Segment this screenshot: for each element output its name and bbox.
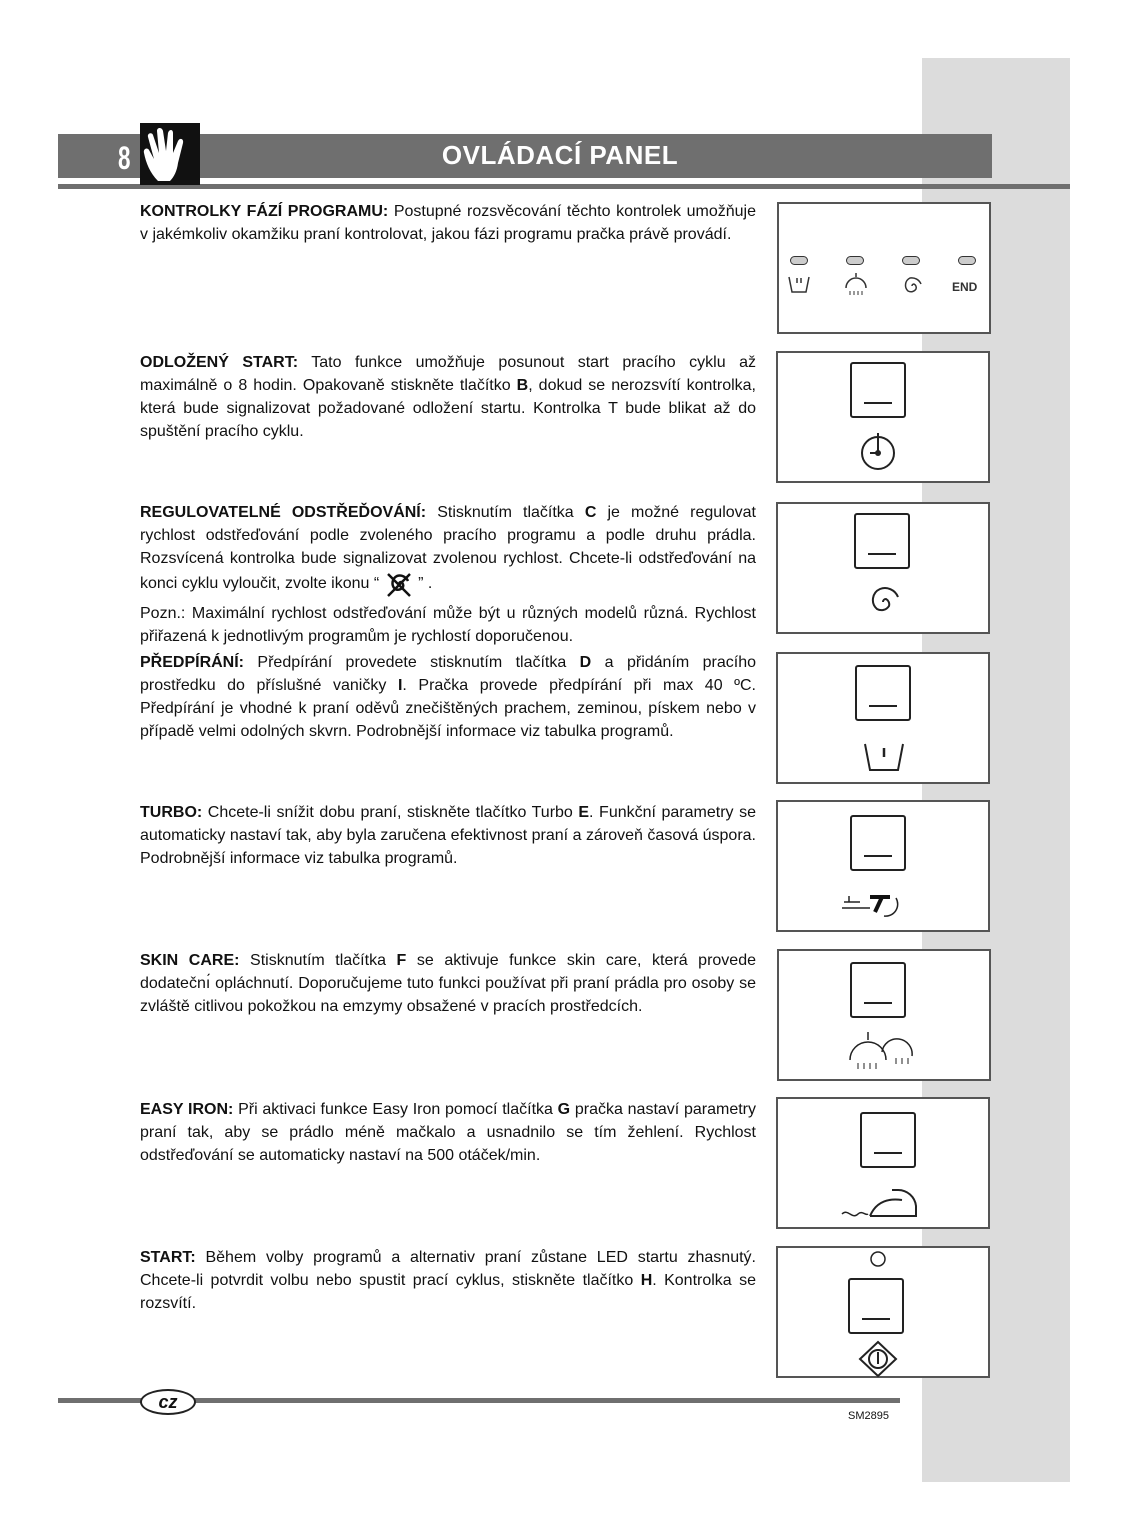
- led-wash: [790, 256, 808, 265]
- rinse-icon: [842, 272, 870, 296]
- body-text: Tato funkce umožňuje posunout start pracího cyklu až maximálně o 8 hodin. Opakovaně stiskněte tlačítko: [140, 354, 757, 394]
- body-text: , dokud se nerozsvítí kontrolka, která bude signalizovat požadované odložení startu. Kontrolka T bude blikat až do spuštění pracího cyklu.: [140, 377, 756, 440]
- body-text: se aktivuje funkce skin care, která provede dodatečnı́ opláchnutí. Doporučujeme tuto funkci používat při praní prádla pro osoby se zvláště citlivou pokožkou na emzymy obsažené v pracích prostředcích.: [140, 952, 756, 1015]
- section-predpirani: [140, 651, 756, 743]
- no-spin-icon: [384, 570, 414, 598]
- skin-care-icon: [844, 1030, 918, 1072]
- body-text: Postupné rozsvěcování těchto kontrolek umožňuje v jakémkoliv okamžiku praní kontrolovat, jakou fázi programu pračka právě provádí.: [140, 203, 756, 243]
- section-kontrolky: [140, 200, 756, 246]
- start-led-icon: [868, 1249, 888, 1269]
- heading: TURBO:: [140, 804, 203, 821]
- key-letter: B: [516, 377, 529, 394]
- delay-start-button[interactable]: [850, 362, 906, 418]
- body-text: Stisknutím tlačítka: [239, 952, 397, 969]
- start-pause-icon: [858, 1340, 898, 1378]
- heading: PŘEDPÍRÁNÍ:: [140, 654, 245, 671]
- body-text: pračka nastaví parametry praní tak, aby se prádlo méně mačkalo a usnadnilo se tím žehlení. Rychlost odstřeďování se automaticky nastaví na 500 otáček/min.: [140, 1101, 756, 1164]
- body-text: a přidáním pracího prostředku do příslušné vaničky: [140, 654, 756, 694]
- body-text: ” .: [413, 575, 433, 593]
- end-label: END: [952, 280, 978, 294]
- section-easy-iron: [140, 1098, 756, 1167]
- led-spin: [902, 256, 920, 265]
- body-text: Při aktivaci funkce Easy Iron pomocí tlačítka: [233, 1101, 558, 1118]
- led-rinse: [846, 256, 864, 265]
- easy-iron-button[interactable]: [860, 1112, 916, 1168]
- key-letter: F: [396, 952, 407, 969]
- heading: START:: [140, 1249, 196, 1266]
- spin-icon: [864, 582, 904, 622]
- prewash-button[interactable]: [855, 665, 911, 721]
- turbo-icon: [840, 890, 906, 920]
- key-letter: H: [640, 1272, 653, 1289]
- key-letter: D: [579, 654, 592, 671]
- key-letter: E: [578, 804, 590, 821]
- page-number: 8: [118, 140, 131, 176]
- document-code: SM2895: [848, 1410, 889, 1422]
- section-start: [140, 1246, 756, 1315]
- body-text: Stisknutím tlačítka: [426, 504, 585, 521]
- heading: EASY IRON:: [140, 1101, 234, 1118]
- spin-button[interactable]: [854, 513, 910, 569]
- skin-care-button[interactable]: [850, 962, 906, 1018]
- turbo-button[interactable]: [850, 815, 906, 871]
- note-text: Pozn.: Maximální rychlost odstřeďování může být u různých modelů různá. Rychlost přiřazená k jednotlivým programům je rychlostí doporučenou.: [140, 605, 756, 645]
- section-skin-care: [140, 949, 756, 1018]
- body-text: . Funkční parametry se automaticky nastaví tak, aby byla zaručena efektivnost praní a zároveň časová úspora. Podrobnější informace viz tabulka programů.: [140, 804, 756, 867]
- iron-icon: [840, 1180, 924, 1226]
- section-turbo: [140, 801, 756, 870]
- key-letter: G: [557, 1101, 571, 1118]
- language-badge: cz: [140, 1389, 196, 1415]
- wash-tub-icon: [786, 274, 812, 296]
- phase-indicator-panel: [777, 202, 991, 334]
- led-end: [958, 256, 976, 265]
- body-text: . Kontrolka se rozsvítí.: [140, 1272, 757, 1312]
- heading: ODLOŽENÝ START:: [140, 354, 299, 371]
- heading: REGULOVATELNÉ ODSTŘEĎOVÁNÍ:: [140, 504, 427, 521]
- body-text: Chcete-li snížit dobu praní, stiskněte tlačítko Turbo: [202, 804, 579, 821]
- body-text: je možné regulovat rychlost odstřeďování podle zvoleného pracího programu a podle druhu prádla. Rozsvícená kontrolka bude signalizovat zvolenou rychlost. Chcete-li odstřeďování na konci cyklu vyloučit, zvolte ikonu “: [140, 504, 757, 593]
- hand-icon: [140, 123, 200, 185]
- key-letter: C: [584, 504, 597, 521]
- delay-timer-icon: [858, 432, 898, 472]
- heading: SKIN CARE:: [140, 952, 240, 969]
- spin-icon: [900, 275, 924, 297]
- body-text: . Pračka provede předpírání při max 40 ºC. Předpírání je vhodné k praní oděvů znečištěných prachem, zeminou, pískem nebo v případě velmi odolných skvrn. Podrobnější informace viz tabulka programů.: [140, 677, 757, 740]
- header-divider: [58, 184, 1070, 189]
- body-text: Během volby programů a alternativ praní zůstane LED startu zhasnutý. Chcete-li potvrdit volbu nebo spustit prací cyklus, stiskněte tlačítko: [140, 1249, 756, 1289]
- prewash-tub-icon: [862, 740, 906, 774]
- page-title: OVLÁDACÍ PANEL: [441, 140, 679, 170]
- section-odstredovani: [140, 501, 756, 648]
- section-odlozeny-start: [140, 351, 756, 443]
- key-letter: I: [397, 677, 403, 694]
- start-button[interactable]: [848, 1278, 904, 1334]
- heading: KONTROLKY FÁZÍ PROGRAMU:: [140, 203, 389, 220]
- body-text: Předpírání provedete stisknutím tlačítka: [244, 654, 580, 671]
